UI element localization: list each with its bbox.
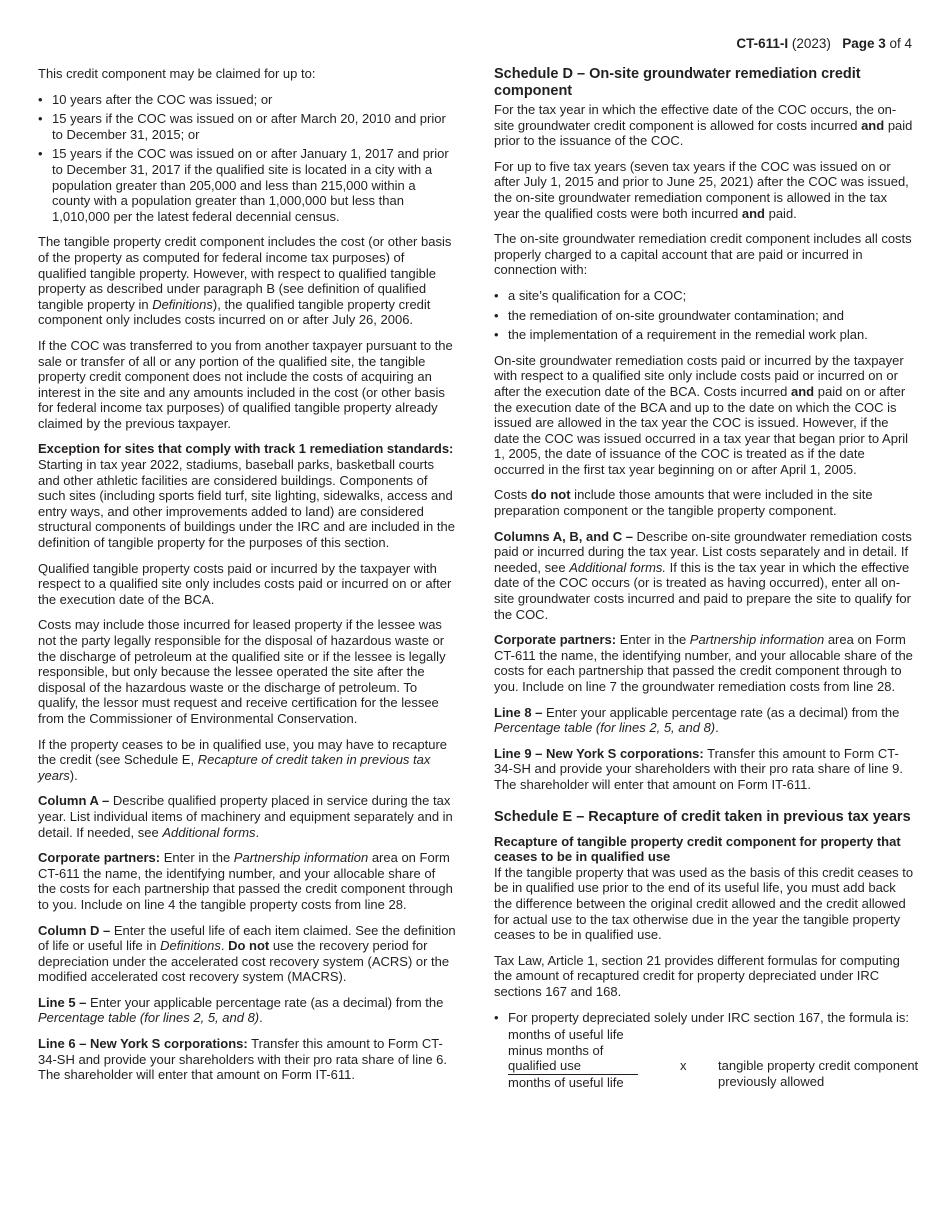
formula-multiplier: tangible property credit component previously allowed bbox=[718, 1058, 919, 1089]
column-a-instructions: Column A – Describe qualified property placed in service during the tax year. List individual items of machinery and equipment separately and in detail. If needed, see Additional forms. bbox=[38, 793, 453, 840]
line-9-instructions: Line 9 – New York S corporations: Transfer this amount to Form CT-34-SH and provide your shareholders with their pro rata share of line 9. The shareholder will enter that amount on Form IT-611. bbox=[494, 745, 903, 792]
list-item: • 15 years if the COC was issued on or after March 20, 2010 and prior to December 31, 2015; or bbox=[38, 111, 456, 142]
leased-property-paragraph: Costs may include those incurred for leased property if the lessee was not the party legally responsible for the disposal of hazardous waste or the discharge of petroleum at the qualified site or if the lessee is legally responsible, but only because the lessee operated the site after the disposal of the hazardous waste or the discharge of petroleum. To qualify, the lessor must request and receive certification for the lessee from the Commissioner of Environmental Conservation. bbox=[38, 617, 446, 726]
schedule-d-p2: For up to five tax years (seven tax years if the COC was issued on or after July 1, 2015 and prior to June 25, 2021) after the COC was issued, the on-site groundwater remediation component is allowed in the tax year the qualified costs were both incurred and paid. bbox=[494, 158, 909, 221]
schedule-d-p4: On-site groundwater remediation costs paid or incurred by the taxpayer with respect to a qualified site only include costs paid or incurred on or after the execution date of the BCA. Costs incurred and paid on or after the execution date of the BCA and up to the date on which the COC is issued are allowed in the tax year the COC is issued. However, if the date the COC was issued occurred in a tax year that began prior to April 1, 2005, the date of issuance of the COC is treated as if the date occurred in the first tax year beginning on or after April 1, 2005. bbox=[494, 352, 909, 477]
schedule-d-title: Schedule D – On-site groundwater remediation credit component bbox=[494, 66, 861, 99]
form-year: (2023) bbox=[788, 36, 831, 51]
left-column bbox=[38, 66, 456, 1093]
transfer-paragraph: If the COC was transferred to you from another taxpayer pursuant to the sale or transfer of all or any portion of the qualified site, the tangible property credit component does not include the costs of acquiring an interest in the site and any amounts included in the cost (or other basis for federal income tax purposes) of qualified tangible property already claimed by the previous taxpayer. bbox=[38, 337, 453, 431]
exception-paragraph: Exception for sites that comply with track 1 remediation standards: Starting in tax year 2022, stadiums, baseball parks, basketball courts and other athletic facilities are considered buildings. Components of such sites (including sports field turf, site lighting, sidewalks, access and entry ways, and other improvements added to land) are considered structural components of buildings under the IRC and are included in the definition of tangible property for the purposes of this section. bbox=[38, 441, 455, 551]
schedule-d-p3: The on-site groundwater remediation credit component includes all costs properly charged to a capital account that are paid or incurred in connection with: bbox=[494, 231, 912, 278]
schedule-e-p2: Tax Law, Article 1, section 21 provides different formulas for computing the amount of recaptured credit for property depreciated under IRC sections 167 and 168. bbox=[494, 952, 900, 999]
page-label: Page 3 bbox=[842, 36, 886, 51]
schedule-d-list bbox=[494, 288, 914, 343]
tangible-component-paragraph: The tangible property credit component includes the cost (or other basis of the property as computed for federal income tax purposes) of qualified tangible property. However, with respect to qualified tangible property as described under paragraph B (see definition of qualified tangible property in Definitions), the qualified tangible property credit component only includes costs incurred on or after July 26, 2006. bbox=[38, 234, 452, 328]
line-8-instructions: Line 8 – Enter your applicable percentage rate (as a decimal) from the Percentage table (for lines 2, 5, and 8). bbox=[494, 704, 900, 736]
list-item: • 10 years after the COC was issued; or bbox=[38, 92, 456, 108]
corporate-partners-left: Corporate partners: Enter in the Partnership information area on Form CT-611 the name, the identifying number, and your allocable share of the costs for each partnership that passed the credit component through to you. Include on line 4 the tangible property costs from line 28. bbox=[38, 850, 453, 912]
schedule-e-p1: If the tangible property that was used as the basis of this credit ceases to be in qualified use prior to the end of its useful life, you must add back the difference between the original credit allowed and the credit allowed for actual use to the tax otherwise due in the year the tangible property ceases to be in qualified use. bbox=[494, 864, 914, 943]
claim-period-list bbox=[38, 92, 456, 225]
formula-numerator: months of useful life minus months of qualified use bbox=[508, 1027, 638, 1075]
columns-abc-instructions: Columns A, B, and C – Describe on-site groundwater remediation costs paid or incurred during the tax year. List costs separately and in detail. If needed, see Additional forms. If this is the tax year in which the effective date of the COC occurs (or is treated as having occurred), enter all on-site groundwater costs incurred and paid to prepare the site to qualify for the COC. bbox=[494, 528, 912, 622]
line-5-instructions: Line 5 – Enter your applicable percentage rate (as a decimal) from the Percentage table (for lines 2, 5, and 8). bbox=[38, 994, 444, 1026]
page-of: of 4 bbox=[885, 36, 912, 51]
list-item: • the remediation of on-site groundwater contamination; and bbox=[494, 308, 914, 324]
qualified-costs-paragraph: Qualified tangible property costs paid or incurred by the taxpayer with respect to a qualified site only includes costs paid or incurred on or after the execution date of the BCA. bbox=[38, 560, 452, 607]
schedule-d-p1: For the tax year in which the effective date of the COC occurs, the on-site groundwater credit component is allowed for costs incurred and paid prior to the issuance of the COC. bbox=[494, 102, 913, 149]
corporate-partners-right: Corporate partners: Enter in the Partnership information area on Form CT-611 the name, the identifying number, and your allocable share of the costs for each partnership that passed the credit component through to you. Include on line 7 the groundwater remediation costs from line 28. bbox=[494, 632, 913, 694]
claim-period-intro: This credit component may be claimed for up to: bbox=[38, 66, 316, 81]
list-item: • the implementation of a requirement in the remedial work plan. bbox=[494, 327, 914, 343]
formula-multiply-sign: x bbox=[680, 1058, 687, 1074]
line-6-instructions: Line 6 – New York S corporations: Transfer this amount to Form CT-34-SH and provide your shareholders with their pro rata share of line 6. The shareholder will enter that amount on Form IT-611. bbox=[38, 1036, 447, 1083]
schedule-e-subheading: Recapture of tangible property credit component for property that ceases to be in qualified use bbox=[494, 833, 901, 865]
list-item: • a site’s qualification for a COC; bbox=[494, 288, 914, 304]
column-d-instructions: Column D – Enter the useful life of each item claimed. See the definition of life or useful life in Definitions. Do not use the recovery period for depreciation under the accelerated cost recovery system (ACRS) or the modified accelerated cost recovery system (MACRS). bbox=[38, 922, 456, 985]
formula-denominator: months of useful life bbox=[508, 1074, 624, 1090]
schedule-e-title: Schedule E – Recapture of credit taken in previous tax years bbox=[494, 808, 911, 825]
list-item: • 15 years if the COC was issued on or after January 1, 2017 and prior to December 31, 2017 if the qualified site is located in a city with a population greater than 205,000 and less than 215,000 within a county with a population greater than 1,000,000 but less than 1,010,000 per the latest federal decennial census. bbox=[38, 146, 456, 224]
list-item: • For property depreciated solely under IRC section 167, the formula is: bbox=[494, 1010, 914, 1026]
recapture-formula bbox=[508, 1027, 919, 1090]
schedule-d-p5: Costs do not include those amounts that were included in the site preparation component or the tangible property component. bbox=[494, 487, 873, 519]
page-header bbox=[736, 36, 912, 52]
form-id: CT-611-I bbox=[736, 36, 789, 51]
right-column bbox=[494, 66, 919, 1090]
formula-fraction bbox=[508, 1027, 638, 1090]
ceases-use-paragraph: If the property ceases to be in qualified use, you may have to recapture the credit (see Schedule E, Recapture of credit taken in previous tax years). bbox=[38, 736, 448, 783]
